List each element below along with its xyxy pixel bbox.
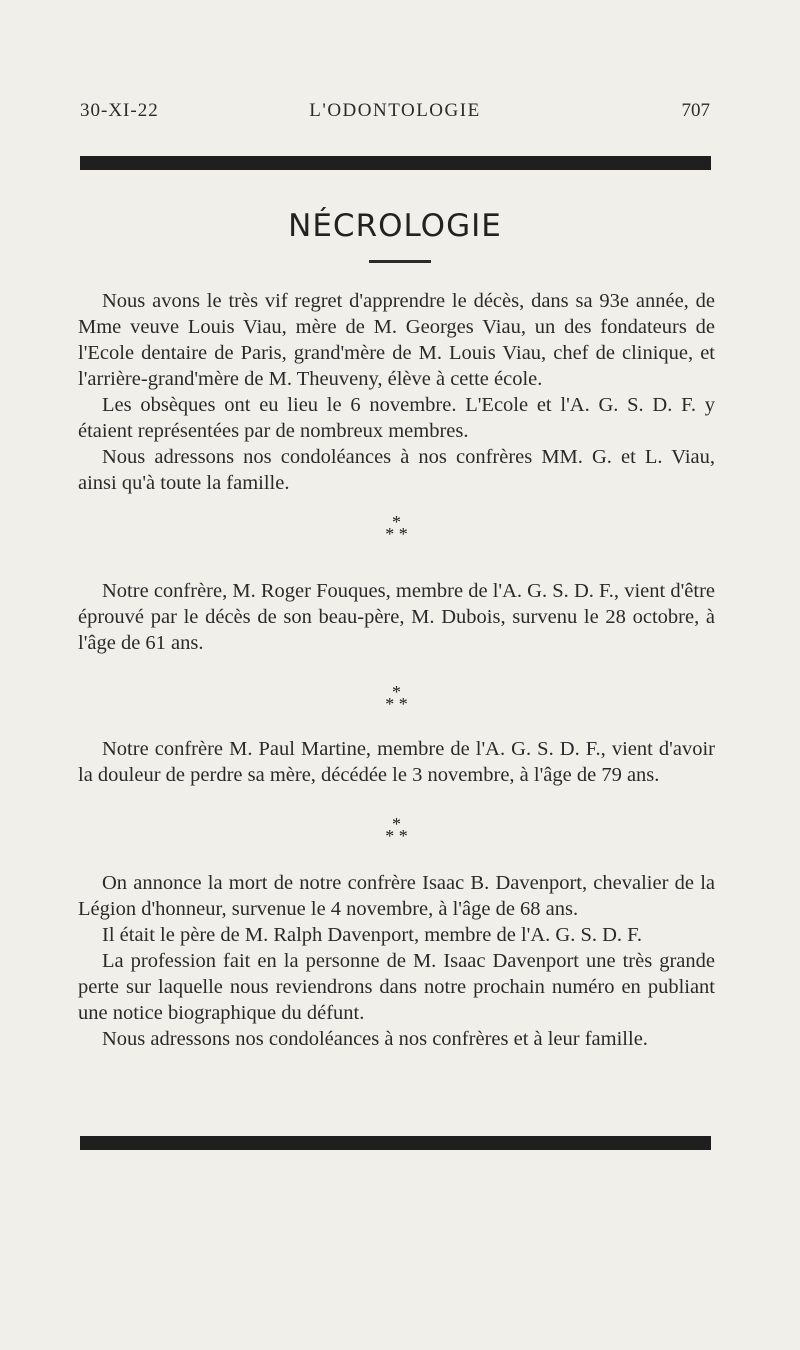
paragraph: Notre confrère M. Paul Martine, membre de l'A. G. S. D. F., vient d'avoir la douleur de perdre sa mère, décédée le 3 novembre, à l'âge de 79 ans. [78,738,715,786]
running-head [80,100,710,130]
notice [78,578,715,656]
top-rule [80,156,711,170]
section-title: NÉCROLOGIE [288,208,502,244]
paragraph: Nous avons le très vif regret d'apprendre le décès, dans sa 93e année, de Mme veuve Louis Viau, mère de M. Georges Viau, un des fondateurs de l'Ecole dentaire de Paris, grand'mère de M. Louis Viau, chef de clinique, et l'arrière-grand'mère de M. Theuveny, élève à cette école. [78,290,715,390]
page-number: 707 [681,100,710,121]
paragraph: La profession fait en la personne de M. Isaac Davenport une très grande perte sur laquelle nous reviendrons dans notre prochain numéro en publiant une notice biographique du défunt. [78,950,715,1024]
paragraph: Il était le père de M. Ralph Davenport, membre de l'A. G. S. D. F. [102,924,643,946]
paragraph: Nous adressons nos condoléances à nos confrères et à leur famille. [102,1028,648,1050]
separator-asterism: * * * [385,682,408,714]
notice [78,870,715,1052]
journal-name: L'ODONTOLOGIE [309,100,481,121]
paragraph: Nous adressons nos condoléances à nos confrères MM. G. et L. Viau, ainsi qu'à toute la famille. [78,446,715,494]
title-underline [369,260,431,263]
notice [78,288,715,496]
paragraph: On annonce la mort de notre confrère Isaac B. Davenport, chevalier de la Légion d'honneur, survenue le 4 novembre, à l'âge de 68 ans. [78,872,715,920]
paragraph: Notre confrère, M. Roger Fouques, membre de l'A. G. S. D. F., vient d'être éprouvé par le décès de son beau-père, M. Dubois, survenu le 28 octobre, à l'âge de 61 ans. [78,580,715,654]
issue-date: 30-XI-22 [80,100,159,121]
separator-asterism: * * * [385,512,408,544]
separator-asterism: * * * [385,814,408,846]
notice [78,736,715,788]
bottom-rule [80,1136,711,1150]
article-body [78,288,715,1052]
paragraph: Les obsèques ont eu lieu le 6 novembre. L'Ecole et l'A. G. S. D. F. y étaient représentées par de nombreux membres. [78,394,715,442]
